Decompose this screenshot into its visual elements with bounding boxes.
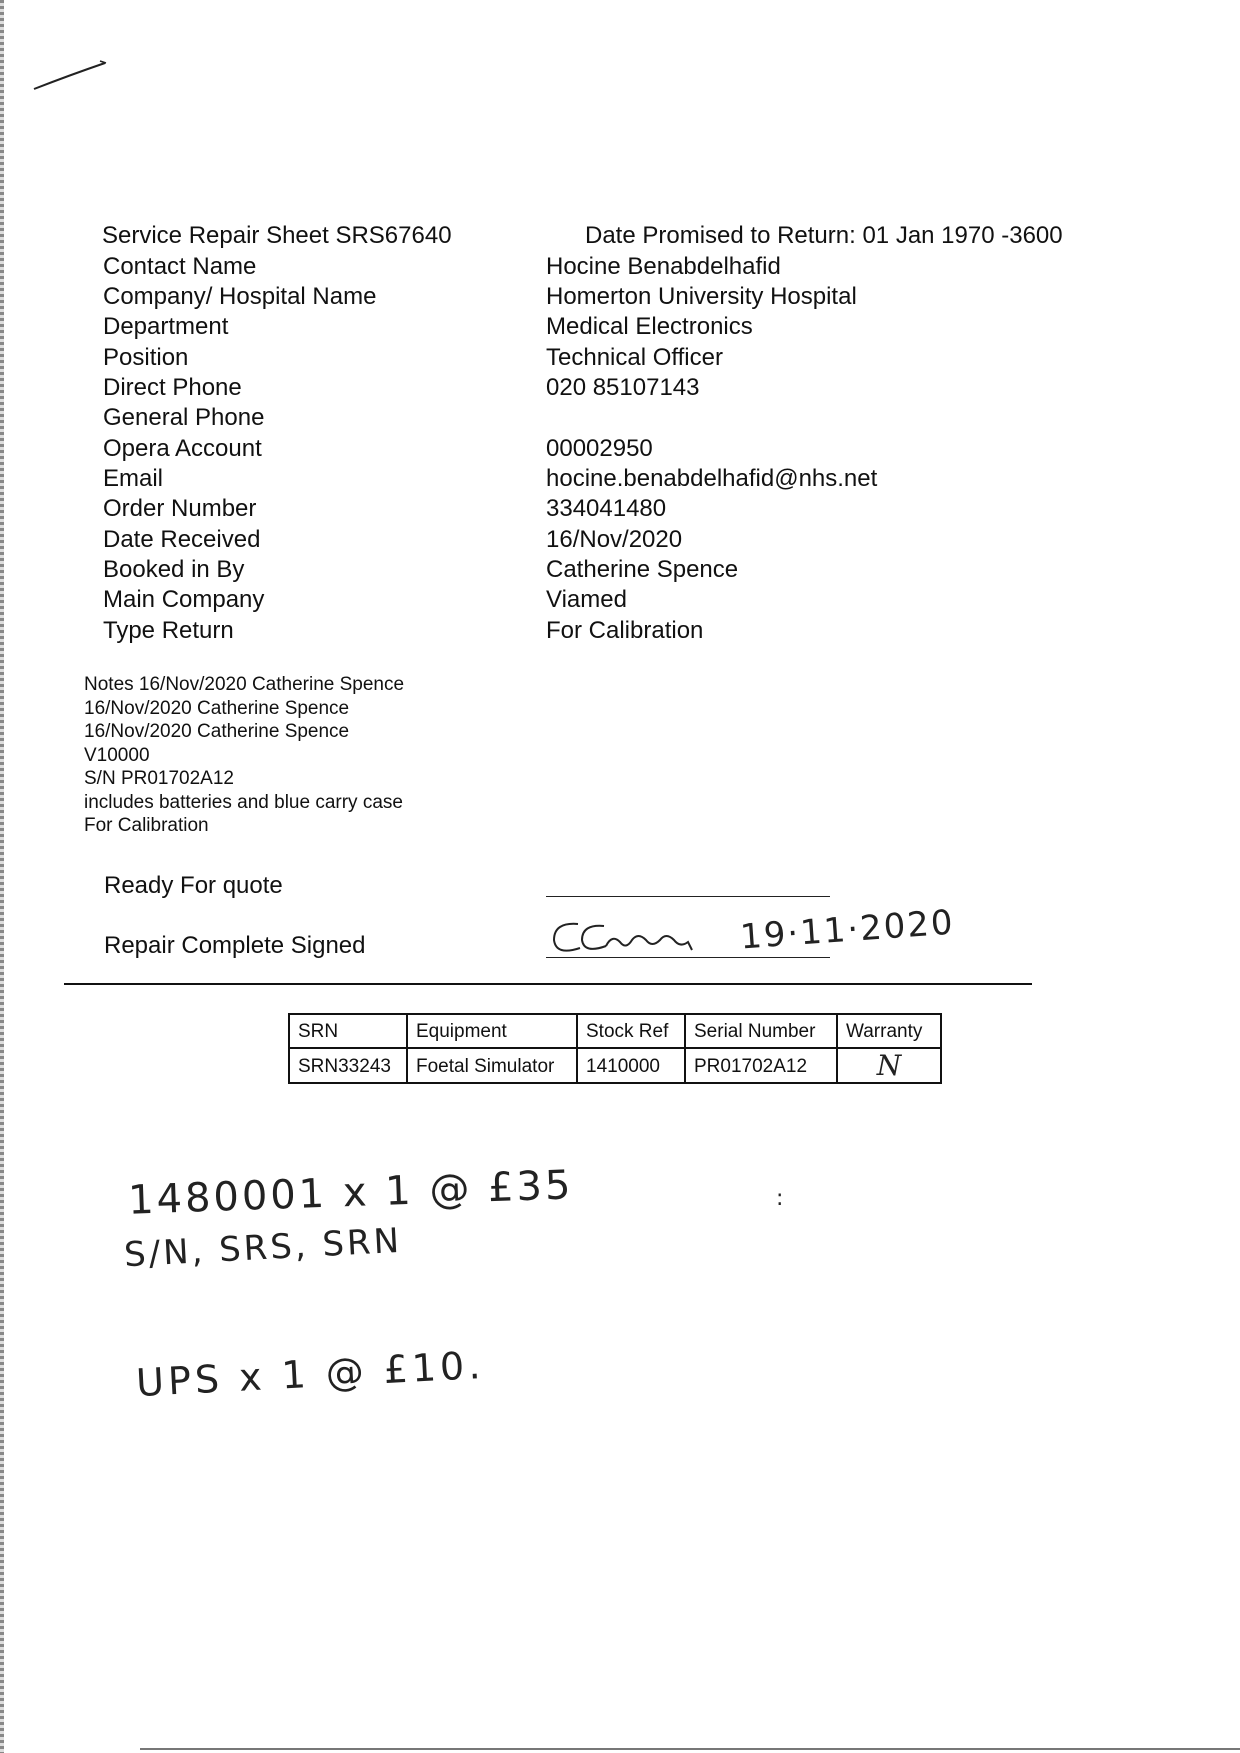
handwritten-line: UPS x 1 @ £10. bbox=[135, 1342, 486, 1406]
field-value: Technical Officer bbox=[546, 344, 723, 371]
scan-edge bbox=[0, 0, 4, 1753]
field-label: Position bbox=[103, 344, 189, 371]
handwritten-line: 1480001 x 1 @ £35 bbox=[127, 1162, 575, 1224]
field-label: Opera Account bbox=[103, 435, 262, 462]
table-cell: SRN33243 bbox=[289, 1048, 407, 1083]
field-label: Contact Name bbox=[103, 253, 257, 280]
column-header: Warranty bbox=[837, 1014, 941, 1048]
field-label: Email bbox=[103, 465, 164, 492]
notes-line: 16/Nov/2020 Catherine Spence bbox=[84, 697, 350, 719]
field-label: Department bbox=[103, 313, 229, 340]
ready-for-quote-label: Ready For quote bbox=[104, 872, 283, 899]
field-label: Type Return bbox=[103, 617, 234, 644]
field-label: Company/ Hospital Name bbox=[103, 283, 377, 310]
field-label: Booked in By bbox=[103, 556, 245, 583]
field-value: Medical Electronics bbox=[546, 313, 753, 340]
scan-bottom-edge bbox=[140, 1748, 1240, 1750]
field-value: Hocine Benabdelhafid bbox=[546, 253, 781, 280]
date-promised: Date Promised to Return: 01 Jan 1970 -3600 bbox=[585, 222, 1063, 249]
field-value: Viamed bbox=[546, 586, 627, 613]
handwritten-line: S/N, SRS, SRN bbox=[123, 1220, 403, 1276]
field-value: Catherine Spence bbox=[546, 556, 739, 583]
notes-line: 16/Nov/2020 Catherine Spence bbox=[84, 721, 350, 742]
field-label: Direct Phone bbox=[103, 374, 242, 401]
field-value: 020 85107143 bbox=[546, 374, 700, 401]
field-value: 00002950 bbox=[546, 435, 653, 462]
equipment-table bbox=[288, 1013, 942, 1084]
field-label: Order Number bbox=[103, 495, 257, 522]
handwritten-date: 19·11·2020 bbox=[738, 902, 956, 958]
repair-complete-label: Repair Complete Signed bbox=[104, 932, 366, 959]
field-value: Homerton University Hospital bbox=[546, 283, 857, 310]
field-value: 16/Nov/2020 bbox=[546, 526, 683, 553]
column-header: Serial Number bbox=[685, 1014, 837, 1048]
notes-line: Notes 16/Nov/2020 Catherine Spence bbox=[84, 674, 405, 695]
field-label: General Phone bbox=[103, 404, 265, 431]
table-row bbox=[289, 1048, 941, 1083]
pen-mark bbox=[30, 55, 110, 95]
field-value: hocine.benabdelhafid@nhs.net bbox=[546, 465, 878, 492]
field-value: 334041480 bbox=[546, 495, 667, 522]
handwritten-signature bbox=[548, 910, 748, 958]
table-cell: 1410000 bbox=[577, 1048, 685, 1083]
table-cell: PR01702A12 bbox=[685, 1048, 837, 1083]
notes-line: includes batteries and blue carry case bbox=[84, 791, 403, 813]
column-header: Equipment bbox=[407, 1014, 577, 1048]
warranty-mark: N bbox=[876, 1049, 902, 1082]
field-value: For Calibration bbox=[546, 617, 704, 644]
field-label: Date Received bbox=[103, 526, 261, 553]
notes-block bbox=[84, 673, 404, 838]
table-cell: Foetal Simulator bbox=[407, 1048, 577, 1083]
table-header-row bbox=[289, 1014, 941, 1048]
notes-line: S/N PR01702A12 bbox=[84, 768, 234, 789]
section-divider bbox=[64, 983, 1032, 985]
column-header: Stock Ref bbox=[577, 1014, 685, 1048]
sheet-title: Service Repair Sheet SRS67640 bbox=[102, 222, 452, 249]
ready-for-quote-line bbox=[546, 896, 830, 897]
warranty-cell bbox=[837, 1048, 941, 1083]
field-label: Main Company bbox=[103, 586, 265, 613]
notes-line: For Calibration bbox=[84, 815, 209, 836]
notes-line: V10000 bbox=[84, 744, 150, 766]
stray-mark: : bbox=[776, 1186, 784, 1211]
column-header: SRN bbox=[289, 1014, 407, 1048]
